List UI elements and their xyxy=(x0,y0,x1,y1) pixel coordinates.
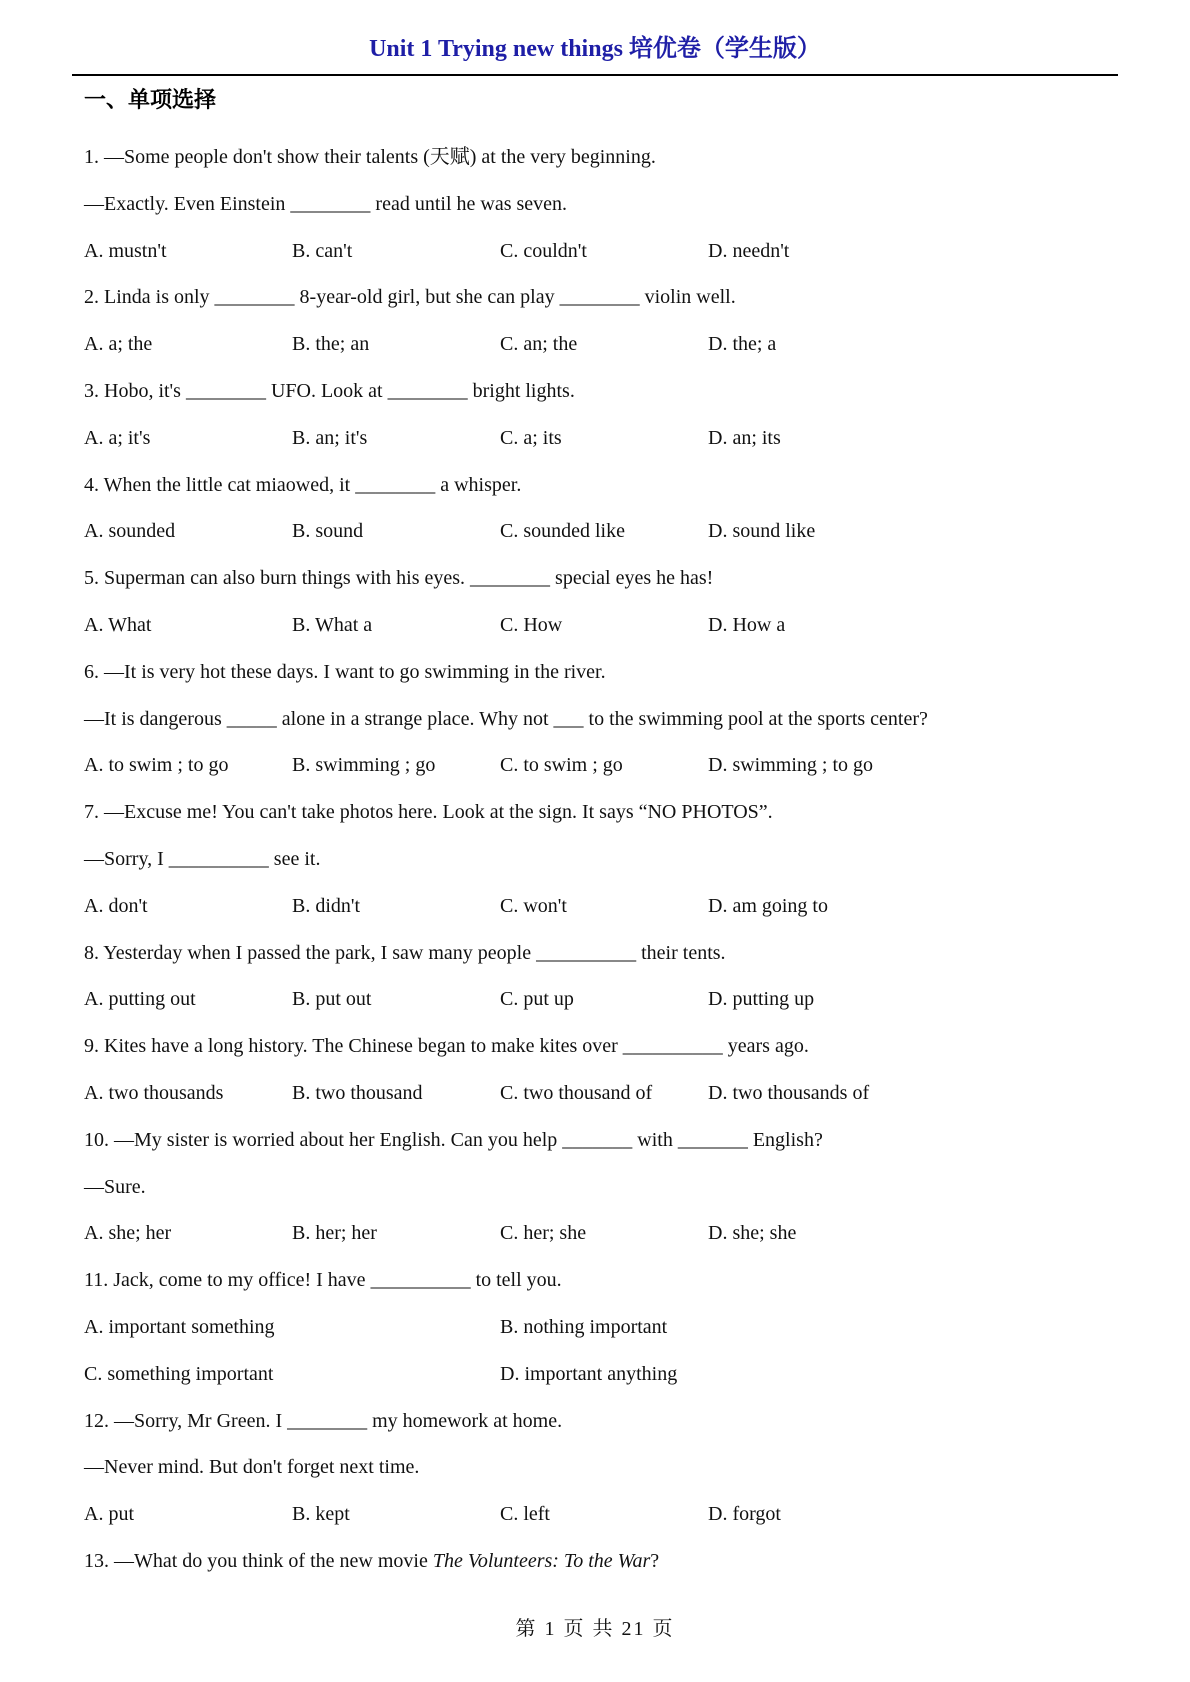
section-header: 一、单项选择 xyxy=(84,87,217,112)
option-b: B. two thousand xyxy=(292,1081,423,1104)
question-2-options xyxy=(0,321,1190,368)
option-d: D. forgot xyxy=(708,1503,781,1526)
option-d: D. the; a xyxy=(708,333,777,356)
option-a: A. What xyxy=(84,613,152,636)
question-6-line-1: 6. —It is very hot these days. I want to go swimming in the river. xyxy=(84,660,606,683)
option-a: A. to swim ; to go xyxy=(84,754,229,777)
option-b: B. the; an xyxy=(292,333,370,356)
option-c: C. left xyxy=(500,1503,550,1526)
question-9-line-1: 9. Kites have a long history. The Chinese began to make kites over __________ years ago. xyxy=(84,1035,809,1058)
question-12-line-2: —Never mind. But don't forget next time. xyxy=(84,1456,420,1479)
option-a: A. important something xyxy=(84,1315,275,1338)
question-5-options xyxy=(0,602,1190,649)
question-1-line-1: 1. —Some people don't show their talents (天赋) at the very beginning. xyxy=(84,146,656,168)
question-11-options-row-1 xyxy=(0,1304,1190,1351)
option-c: C. something important xyxy=(84,1362,274,1385)
option-a: A. sounded xyxy=(84,520,176,543)
question-3-options xyxy=(0,415,1190,462)
question-12-line-1: 12. —Sorry, Mr Green. I ________ my homework at home. xyxy=(84,1409,563,1432)
question-13-line-1 xyxy=(0,1538,1190,1585)
option-d: D. needn't xyxy=(708,239,790,262)
page-title: Unit 1 Trying new things 培优卷（学生版） xyxy=(369,36,821,62)
question-10-line-1: 10. —My sister is worried about her English. Can you help _______ with _______ English? xyxy=(84,1128,823,1151)
option-b: B. What a xyxy=(292,613,373,636)
question-11-line-1: 11. Jack, come to my office! I have __________ to tell you. xyxy=(84,1269,562,1292)
option-c: C. sounded like xyxy=(500,520,625,543)
option-b: B. nothing important xyxy=(500,1315,668,1338)
option-b: B. can't xyxy=(292,239,353,262)
option-d: D. putting up xyxy=(708,988,815,1011)
question-7-line-2: —Sorry, I __________ see it. xyxy=(84,847,321,870)
option-b: B. kept xyxy=(292,1503,350,1526)
question-7-line-1: 7. —Excuse me! You can't take photos here. Look at the sign. It says “NO PHOTOS”. xyxy=(84,801,773,824)
question-8-line-1: 8. Yesterday when I passed the park, I saw many people __________ their tents. xyxy=(84,941,726,964)
question-9-options xyxy=(0,1070,1190,1117)
option-b: B. put out xyxy=(292,988,372,1011)
question-2-line-1: 2. Linda is only ________ 8-year-old girl, but she can play ________ violin well. xyxy=(84,286,736,309)
question-1-options xyxy=(0,228,1190,275)
option-c: C. an; the xyxy=(500,333,578,356)
question-12-options xyxy=(0,1491,1190,1538)
option-a: A. putting out xyxy=(84,988,196,1011)
question-6-options xyxy=(0,742,1190,789)
option-a: A. don't xyxy=(84,894,148,917)
option-c: C. her; she xyxy=(500,1222,587,1245)
question-6-line-2: —It is dangerous _____ alone in a strange place. Why not ___ to the swimming pool at the sports center? xyxy=(84,707,928,730)
option-d: D. How a xyxy=(708,613,786,636)
option-a: A. mustn't xyxy=(84,239,167,262)
question-13-suffix: ? xyxy=(650,1549,660,1572)
question-10-options xyxy=(0,1210,1190,1257)
question-4-line-1: 4. When the little cat miaowed, it ________ a whisper. xyxy=(84,473,522,496)
question-13-prefix: 13. —What do you think of the new movie xyxy=(84,1549,433,1572)
option-d: D. two thousands of xyxy=(708,1081,870,1104)
option-c: C. a; its xyxy=(500,426,562,449)
option-d: D. she; she xyxy=(708,1222,797,1245)
option-c: C. How xyxy=(500,613,563,636)
option-a: A. two thousands xyxy=(84,1081,224,1104)
option-d: D. an; its xyxy=(708,426,781,449)
page-number-footer: 第 1 页 共 21 页 xyxy=(515,1618,675,1640)
option-c: C. to swim ; go xyxy=(500,754,623,777)
option-a: A. a; the xyxy=(84,333,153,356)
option-b: B. didn't xyxy=(292,894,361,917)
question-4-options xyxy=(0,508,1190,555)
question-7-options xyxy=(0,883,1190,930)
option-d: D. sound like xyxy=(708,520,816,543)
option-c: C. couldn't xyxy=(500,239,587,262)
question-3-line-1: 3. Hobo, it's ________ UFO. Look at ________ bright lights. xyxy=(84,379,575,402)
question-8-options xyxy=(0,976,1190,1023)
option-c: C. two thousand of xyxy=(500,1081,653,1104)
option-a: A. she; her xyxy=(84,1222,172,1245)
question-1-line-2: —Exactly. Even Einstein ________ read until he was seven. xyxy=(84,192,568,215)
option-b: B. sound xyxy=(292,520,364,543)
option-d: D. swimming ; to go xyxy=(708,754,874,777)
option-a: A. put xyxy=(84,1503,134,1526)
option-c: C. put up xyxy=(500,988,574,1011)
question-11-options-row-2 xyxy=(0,1351,1190,1398)
option-d: D. am going to xyxy=(708,894,828,917)
option-b: B. her; her xyxy=(292,1222,377,1245)
option-a: A. a; it's xyxy=(84,426,151,449)
option-c: C. won't xyxy=(500,894,567,917)
option-b: B. swimming ; go xyxy=(292,754,436,777)
option-b: B. an; it's xyxy=(292,426,368,449)
option-d: D. important anything xyxy=(500,1362,678,1385)
title-divider xyxy=(72,74,1118,76)
question-10-line-2: —Sure. xyxy=(84,1175,146,1198)
question-13-movie-title: The Volunteers: To the War xyxy=(432,1549,651,1572)
questions-list xyxy=(0,134,1190,1585)
question-5-line-1: 5. Superman can also burn things with his eyes. ________ special eyes he has! xyxy=(84,567,714,590)
